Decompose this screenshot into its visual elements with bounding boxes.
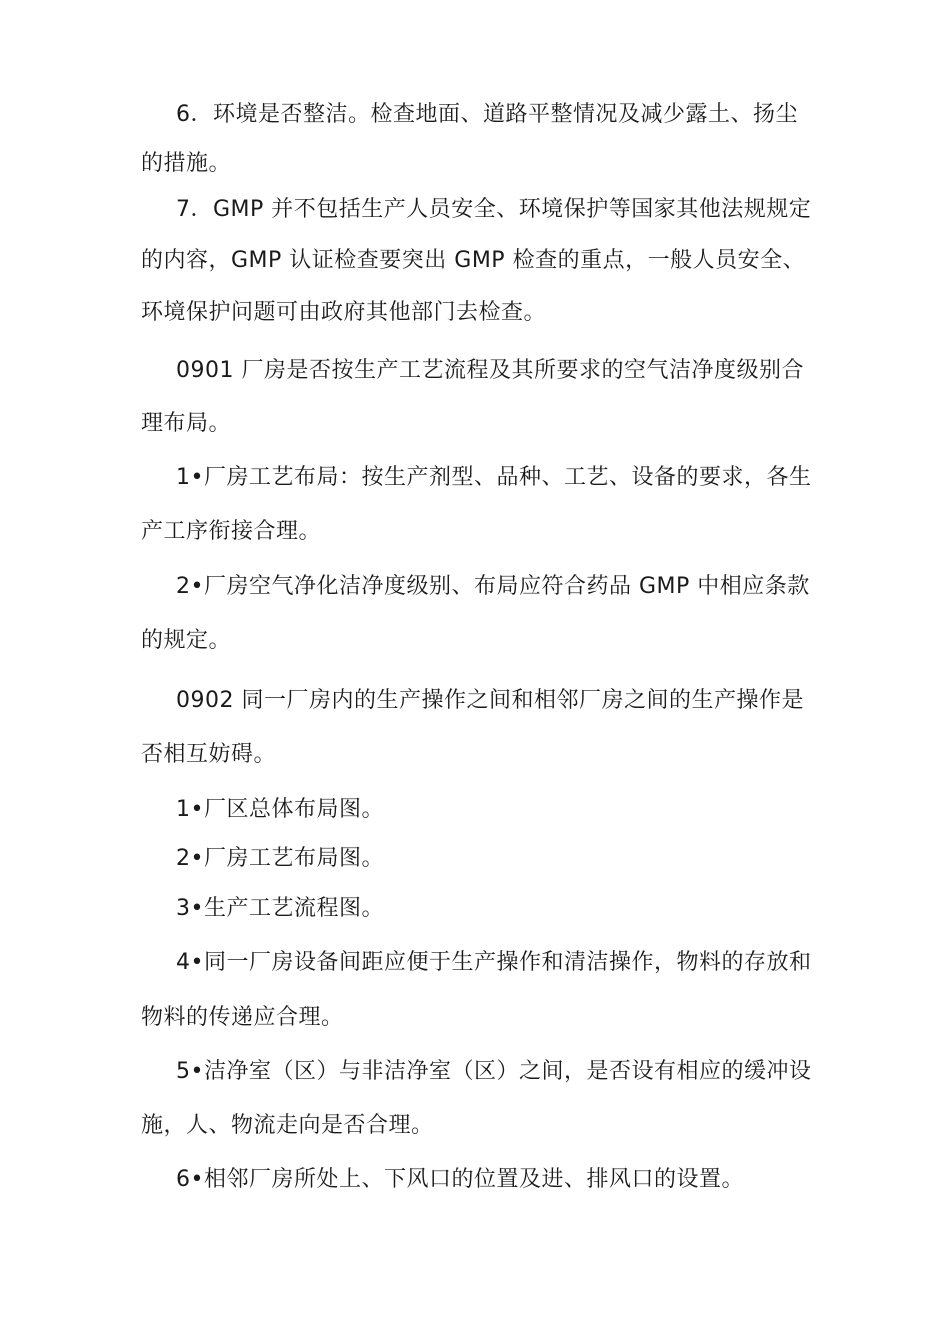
paragraph-line: 的措施。	[141, 151, 232, 176]
paragraph-line: 施，人、物流走向是否合理。	[141, 1113, 434, 1138]
paragraph-line: 4•同一厂房设备间距应便于生产操作和清洁操作，物料的存放和	[176, 950, 812, 975]
paragraph-line: 0901 厂房是否按生产工艺流程及其所要求的空气洁净度级别合	[176, 358, 804, 383]
paragraph-line: 5•洁净室（区）与非洁净室（区）之间，是否设有相应的缓冲设	[176, 1059, 812, 1084]
paragraph-line: 6•相邻厂房所处上、下风口的位置及进、排风口的设置。	[176, 1167, 744, 1192]
paragraph-line: 6．环境是否整洁。检查地面、道路平整情况及减少露土、扬尘	[176, 102, 798, 127]
paragraph-line: 产工序衔接合理。	[141, 519, 322, 544]
paragraph-line: 3•生产工艺流程图。	[176, 896, 384, 921]
paragraph-line: 2•厂房空气净化洁净度级别、布局应符合药品 GMP 中相应条款	[176, 574, 810, 599]
paragraph-line: 7．GMP 并不包括生产人员安全、环境保护等国家其他法规规定	[176, 197, 812, 222]
paragraph-line: 的规定。	[141, 628, 232, 653]
paragraph-line: 理布局。	[141, 411, 232, 436]
paragraph-line: 2•厂房工艺布局图。	[176, 846, 384, 871]
paragraph-line: 1•厂房工艺布局：按生产剂型、品种、工艺、设备的要求，各生	[176, 465, 812, 490]
paragraph-line: 1•厂区总体布局图。	[176, 797, 384, 822]
paragraph-line: 环境保护问题可由政府其他部门去检查。	[141, 300, 547, 325]
paragraph-line: 0902 同一厂房内的生产操作之间和相邻厂房之间的生产操作是	[176, 688, 804, 713]
paragraph-line: 的内容，GMP 认证检查要突出 GMP 检查的重点，一般人员安全、	[141, 248, 806, 273]
paragraph-line: 否相互妨碍。	[141, 742, 277, 767]
paragraph-line: 物料的传递应合理。	[141, 1005, 344, 1030]
